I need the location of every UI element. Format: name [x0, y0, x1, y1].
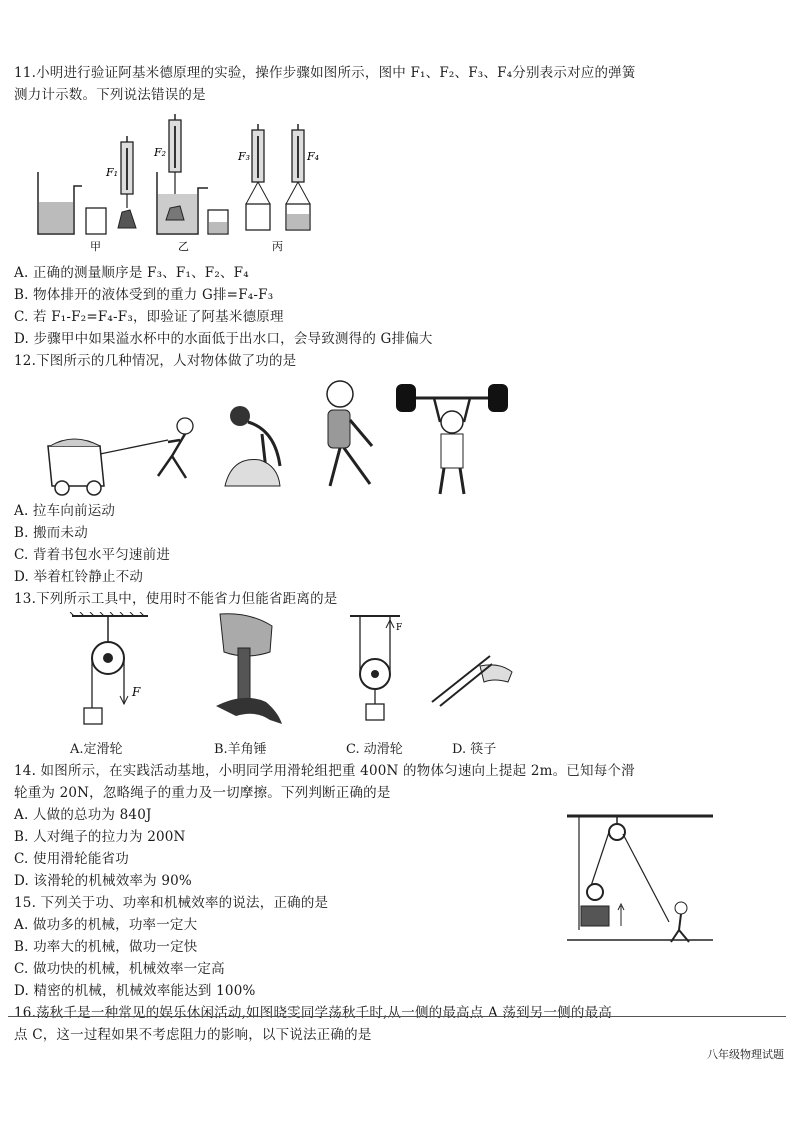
fixed-pulley-icon	[70, 612, 148, 724]
force-label-1: F	[132, 685, 141, 699]
q14-option-c: C. 使用滑轮能省功	[14, 851, 129, 867]
q15-option-c: C. 做功快的机械，机械效率一定高	[14, 961, 225, 977]
q14-pulley-figure	[565, 810, 715, 946]
q14-stem-line2: 轮重为 20N，忽略绳子的重力及一切摩擦。下列判断正确的是	[14, 785, 391, 801]
q13-caption-c: C. 动滑轮	[346, 742, 403, 757]
label-yi: 乙	[178, 240, 189, 253]
footer-divider	[8, 1016, 786, 1017]
claw-hammer-icon	[216, 614, 282, 724]
q13-stem: 13.下列所示工具中，使用时不能省力但能省距离的是	[14, 591, 338, 607]
q11-option-c: C. 若 F₁-F₂=F₄-F₃，即验证了阿基米德原理	[14, 309, 284, 325]
label-bing: 丙	[272, 240, 283, 253]
q12-stem: 12.下图所示的几种情况，人对物体做了功的是	[14, 353, 297, 369]
q11-option-a: A. 正确的测量顺序是 F₃、F₁、F₂、F₄	[14, 265, 249, 281]
person-pulling-icon	[671, 914, 689, 942]
spring-scale-f4-icon	[286, 124, 310, 230]
q13-figure	[60, 612, 530, 734]
spring-scale-f2-icon	[169, 114, 181, 206]
label-f3: F₃	[238, 150, 251, 163]
label-f2: F₂	[154, 146, 167, 159]
q12-option-d: D. 举着杠铃静止不动	[14, 569, 144, 585]
footer-title: 八年级物理试题	[707, 1048, 784, 1061]
q14-option-b: B. 人对绳子的拉力为 200N	[14, 829, 186, 845]
q11-stem-line1: 11.小明进行验证阿基米德原理的实验，操作步骤如图所示，图中 F₁、F₂、F₃、F₄分别表示对应的弹簧	[14, 65, 636, 81]
spring-scale-f3-icon	[246, 124, 270, 230]
barbell-icon	[396, 384, 508, 494]
q12-figure	[40, 374, 510, 500]
q15-option-a: A. 做功多的机械，功率一定大	[14, 917, 198, 933]
q15-stem: 15. 下列关于功、功率和机械效率的说法，正确的是	[14, 895, 329, 911]
q14-option-d: D. 该滑轮的机械效率为 90%	[14, 873, 192, 889]
beaker-icon	[86, 208, 106, 234]
q12-option-c: C. 背着书包水平匀速前进	[14, 547, 171, 563]
load-block-icon	[581, 906, 609, 926]
stone-icon	[118, 210, 136, 228]
lifting-stone-icon	[225, 406, 280, 486]
pulling-cart-icon	[48, 418, 193, 495]
q12-option-a: A. 拉车向前运动	[14, 503, 116, 519]
q14-stem-line1: 14. 如图所示，在实践活动基地，小明同学用滑轮组把重 400N 的物体匀速向上提起 2m。已知每个滑	[14, 763, 635, 779]
q11-figure	[30, 110, 360, 260]
q11-option-d: D. 步骤甲中如果溢水杯中的水面低于出水口，会导致测得的 G排偏大	[14, 331, 433, 347]
label-f4: F₄	[307, 150, 320, 163]
force-label-2: F	[396, 623, 403, 633]
q15-option-b: B. 功率大的机械，做功一定快	[14, 939, 198, 955]
walking-backpack-icon	[327, 381, 372, 486]
q11-stem-line2: 测力计示数。下列说法错误的是	[14, 87, 206, 103]
q13-caption-d: D. 筷子	[452, 742, 497, 757]
q13-caption-a: A.定滑轮	[70, 742, 123, 757]
spring-scale-f1-icon	[121, 136, 133, 208]
q14-option-a: A. 人做的总功为 840J	[14, 807, 152, 823]
q12-option-b: B. 搬而未动	[14, 525, 88, 541]
q16-stem-line1: 16.荡秋千是一种常见的娱乐休闲活动,如图晓雯同学荡秋千时,从一侧的最高点 A 荡到另一侧的最高	[14, 1005, 612, 1021]
q11-option-b: B. 物体排开的液体受到的重力 G排=F₄-F₃	[14, 287, 274, 303]
q16-stem-line2: 点 C，这一过程如果不考虑阻力的影响，以下说法正确的是	[14, 1027, 372, 1043]
q15-option-d: D. 精密的机械，机械效率能达到 100%	[14, 983, 256, 999]
chopsticks-icon	[432, 656, 512, 706]
label-jia: 甲	[90, 240, 101, 253]
label-f1: F₁	[106, 166, 119, 179]
movable-pulley-icon	[587, 884, 603, 900]
q13-caption-b: B.羊角锤	[214, 742, 267, 757]
movable-pulley-icon	[350, 616, 403, 720]
